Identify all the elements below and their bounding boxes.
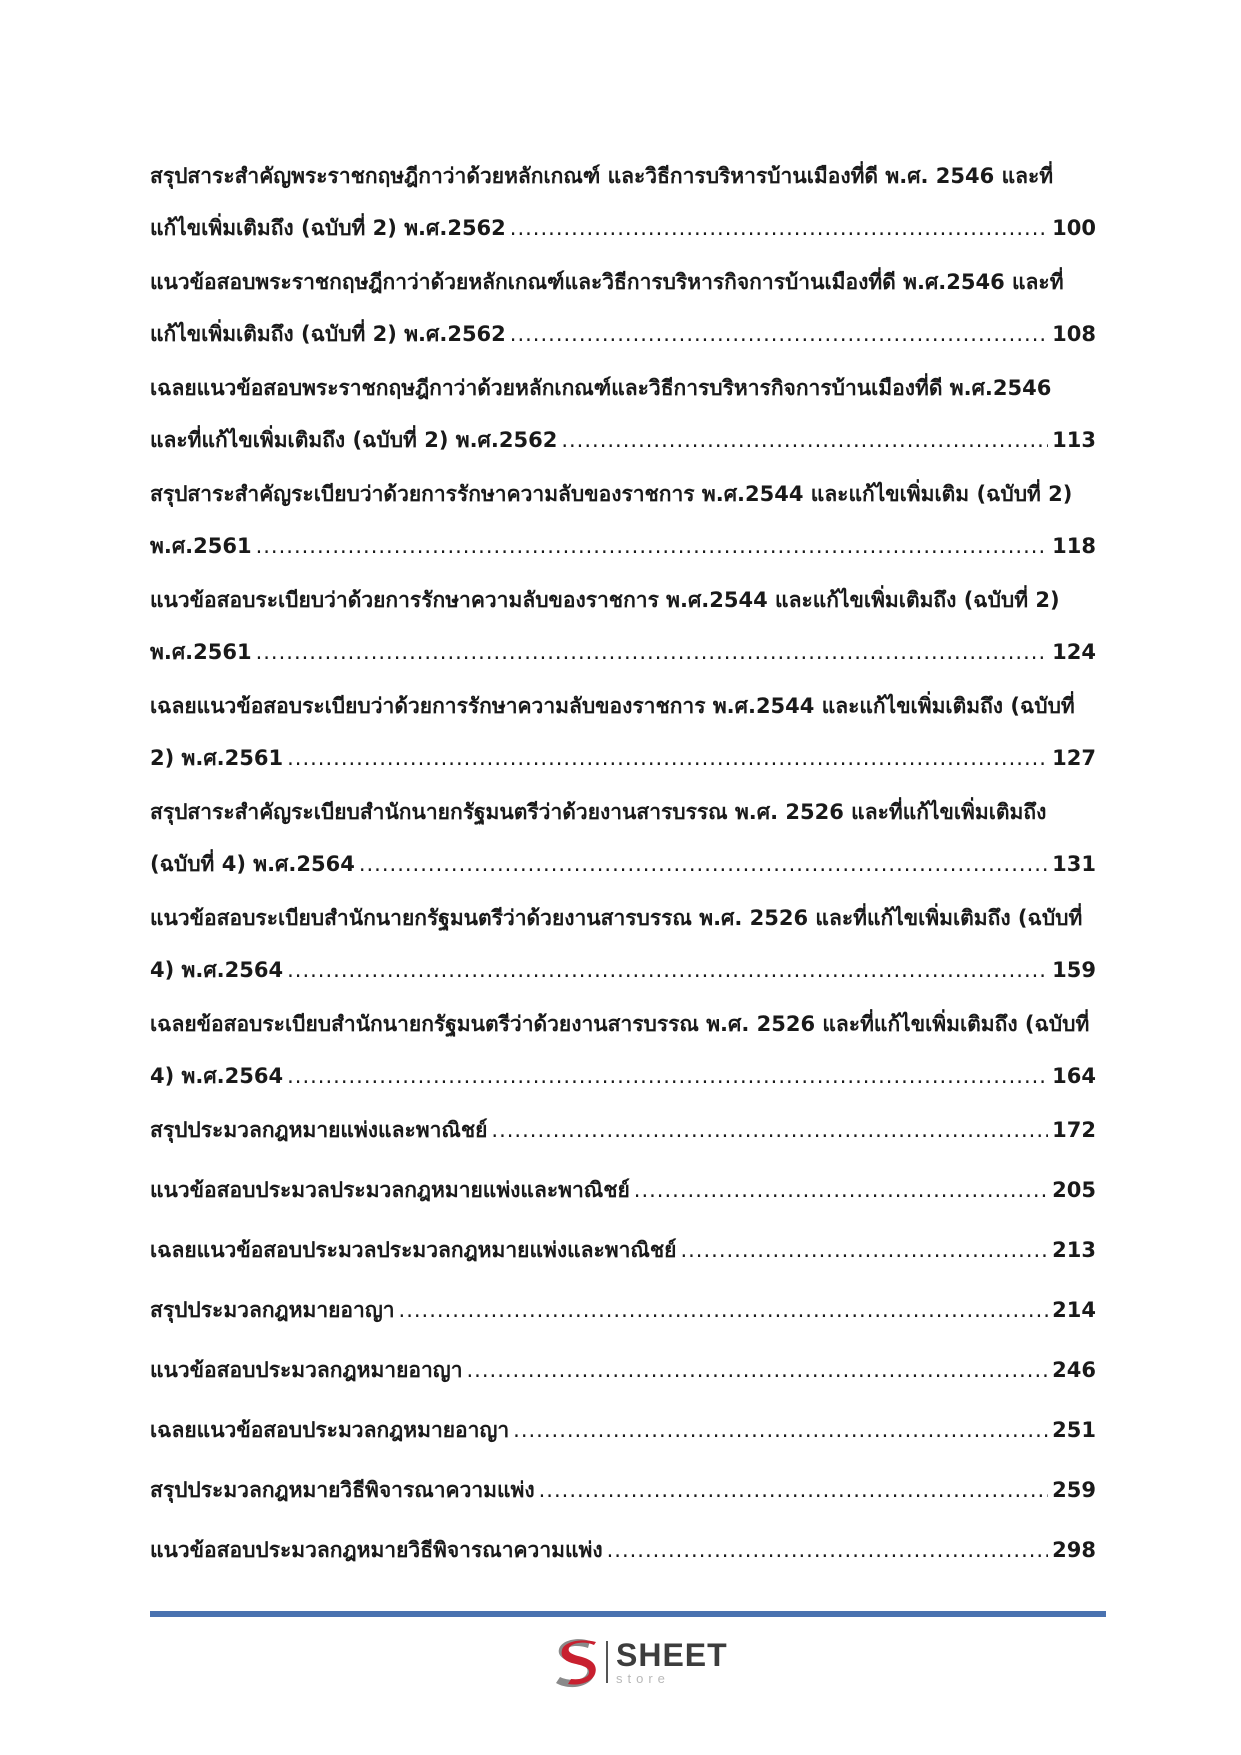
dot-leader — [510, 308, 1048, 360]
toc-entry-title-line2: พ.ศ.2561 — [150, 640, 252, 664]
toc-page-number: 214 — [1052, 1298, 1096, 1322]
toc-entry[interactable] — [150, 256, 1096, 360]
toc-entry-title-line1: แนวข้อสอบระเบียบสำนักนายกรัฐมนตรีว่าด้วยงานสารบรรณ พ.ศ. 2526 และที่แก้ไขเพิ่มเติมถึง (ฉบับที่ — [150, 906, 1083, 930]
logo-wordmark — [616, 1639, 728, 1685]
toc-entry-title-line1: สรุปสาระสำคัญระเบียบว่าด้วยการรักษาความลับของราชการ พ.ศ.2544 และแก้ไขเพิ่มเติม (ฉบับที่ 2) — [150, 482, 1073, 506]
toc-entry[interactable] — [150, 468, 1096, 572]
dot-leader — [510, 202, 1048, 254]
dot-leader — [607, 1524, 1049, 1576]
toc-entry[interactable] — [150, 362, 1096, 466]
toc-entry-title: สรุปประมวลกฎหมายอาญา — [150, 1298, 395, 1322]
toc-entry-title: เฉลยแนวข้อสอบประมวลกฎหมายอาญา — [150, 1418, 510, 1442]
toc-entry-title: เฉลยแนวข้อสอบประมวลประมวลกฎหมายแพ่งและพาณิชย์ — [150, 1238, 677, 1262]
toc-page-number: 113 — [1052, 428, 1096, 452]
logo-text: SHEET — [616, 1637, 728, 1673]
toc-entry[interactable] — [150, 574, 1096, 678]
toc-entry-title-line2: (ฉบับที่ 4) พ.ศ.2564 — [150, 852, 355, 876]
toc-page-number: 213 — [1052, 1238, 1096, 1262]
toc-entry-title: สรุปประมวลกฎหมายวิธีพิจารณาความแพ่ง — [150, 1478, 535, 1502]
dot-leader — [634, 1164, 1048, 1216]
sheet-s-logo-icon — [550, 1635, 600, 1689]
toc-entry-title-line2: พ.ศ.2561 — [150, 534, 252, 558]
dot-leader — [539, 1464, 1049, 1516]
dot-leader — [513, 1404, 1048, 1456]
toc-entry-title: แนวข้อสอบประมวลกฎหมายอาญา — [150, 1358, 463, 1382]
dot-leader — [287, 732, 1048, 784]
table-of-contents — [150, 150, 1096, 1584]
toc-entry[interactable] — [150, 1344, 1096, 1396]
toc-entry-title-line1: เฉลยแนวข้อสอบระเบียบว่าด้วยการรักษาความลับของราชการ พ.ศ.2544 และแก้ไขเพิ่มเติมถึง (ฉบับที่ — [150, 694, 1075, 718]
toc-entry-title-line2: แก้ไขเพิ่มเติมถึง (ฉบับที่ 2) พ.ศ.2562 — [150, 216, 506, 240]
dot-leader — [399, 1284, 1049, 1336]
toc-entry-title: แนวข้อสอบประมวลกฎหมายวิธีพิจารณาความแพ่ง — [150, 1538, 603, 1562]
toc-page-number: 108 — [1052, 322, 1096, 346]
toc-entry[interactable] — [150, 1464, 1096, 1516]
toc-page-number: 251 — [1052, 1418, 1096, 1442]
toc-entry-title-line1: แนวข้อสอบระเบียบว่าด้วยการรักษาความลับของราชการ พ.ศ.2544 และแก้ไขเพิ่มเติมถึง (ฉบับที่ 2) — [150, 588, 1060, 612]
toc-page-number: 246 — [1052, 1358, 1096, 1382]
toc-entry-title-line2: และที่แก้ไขเพิ่มเติมถึง (ฉบับที่ 2) พ.ศ.2562 — [150, 428, 558, 452]
toc-page-number: 259 — [1052, 1478, 1096, 1502]
toc-entry-title: สรุปประมวลกฎหมายแพ่งและพาณิชย์ — [150, 1118, 488, 1142]
toc-entry-title-line2: 4) พ.ศ.2564 — [150, 958, 284, 982]
footer-rule — [150, 1611, 1106, 1617]
toc-entry[interactable] — [150, 786, 1096, 890]
toc-entry-title-line1: เฉลยข้อสอบระเบียบสำนักนายกรัฐมนตรีว่าด้วยงานสารบรรณ พ.ศ. 2526 และที่แก้ไขเพิ่มเติมถึง (ฉบับที่ — [150, 1012, 1090, 1036]
dot-leader — [491, 1104, 1048, 1156]
toc-page-number: 205 — [1052, 1178, 1096, 1202]
toc-page-number: 131 — [1052, 852, 1096, 876]
toc-entry-title-line2: 4) พ.ศ.2564 — [150, 1064, 284, 1088]
toc-page-number: 124 — [1052, 640, 1096, 664]
toc-entry-title-line2: แก้ไขเพิ่มเติมถึง (ฉบับที่ 2) พ.ศ.2562 — [150, 322, 506, 346]
toc-entry[interactable] — [150, 1284, 1096, 1336]
dot-leader — [256, 626, 1049, 678]
dot-leader — [287, 944, 1048, 996]
toc-page-number: 100 — [1052, 216, 1096, 240]
toc-page-number: 159 — [1052, 958, 1096, 982]
toc-entry[interactable] — [150, 1224, 1096, 1276]
toc-entry[interactable] — [150, 892, 1096, 996]
toc-page-number: 164 — [1052, 1064, 1096, 1088]
dot-leader — [680, 1224, 1048, 1276]
logo-divider — [606, 1641, 608, 1683]
dot-leader — [467, 1344, 1049, 1396]
toc-entry[interactable] — [150, 1104, 1096, 1156]
toc-entry-title-line1: สรุปสาระสำคัญระเบียบสำนักนายกรัฐมนตรีว่าด้วยงานสารบรรณ พ.ศ. 2526 และที่แก้ไขเพิ่มเติมถึง — [150, 800, 1047, 824]
dot-leader — [256, 520, 1049, 572]
toc-page-number: 127 — [1052, 746, 1096, 770]
toc-entry[interactable] — [150, 998, 1096, 1102]
toc-entry[interactable] — [150, 150, 1096, 254]
toc-entry-title-line1: แนวข้อสอบพระราชกฤษฎีกาว่าด้วยหลักเกณฑ์และวิธีการบริหารกิจการบ้านเมืองที่ดี พ.ศ.2546 และที่ — [150, 270, 1064, 294]
toc-entry[interactable] — [150, 1404, 1096, 1456]
dot-leader — [561, 414, 1048, 466]
toc-entry[interactable] — [150, 680, 1096, 784]
sheet-store-logo — [550, 1632, 728, 1692]
toc-entry-title-line2: 2) พ.ศ.2561 — [150, 746, 284, 770]
toc-entry-title: แนวข้อสอบประมวลประมวลกฎหมายแพ่งและพาณิชย์ — [150, 1178, 630, 1202]
toc-page-number: 298 — [1052, 1538, 1096, 1562]
logo-subtext: store — [616, 1671, 670, 1686]
dot-leader — [287, 1050, 1048, 1102]
toc-entry-title-line1: เฉลยแนวข้อสอบพระราชกฤษฎีกาว่าด้วยหลักเกณฑ์และวิธีการบริหารกิจการบ้านเมืองที่ดี พ.ศ.2546 — [150, 376, 1052, 400]
dot-leader — [359, 838, 1048, 890]
toc-page-number: 118 — [1052, 534, 1096, 558]
toc-entry[interactable] — [150, 1524, 1096, 1576]
toc-entry-title-line1: สรุปสาระสำคัญพระราชกฤษฎีกาว่าด้วยหลักเกณฑ์ และวิธีการบริหารบ้านเมืองที่ดี พ.ศ. 2546 และที่ — [150, 164, 1054, 188]
toc-page-number: 172 — [1052, 1118, 1096, 1142]
toc-entry[interactable] — [150, 1164, 1096, 1216]
